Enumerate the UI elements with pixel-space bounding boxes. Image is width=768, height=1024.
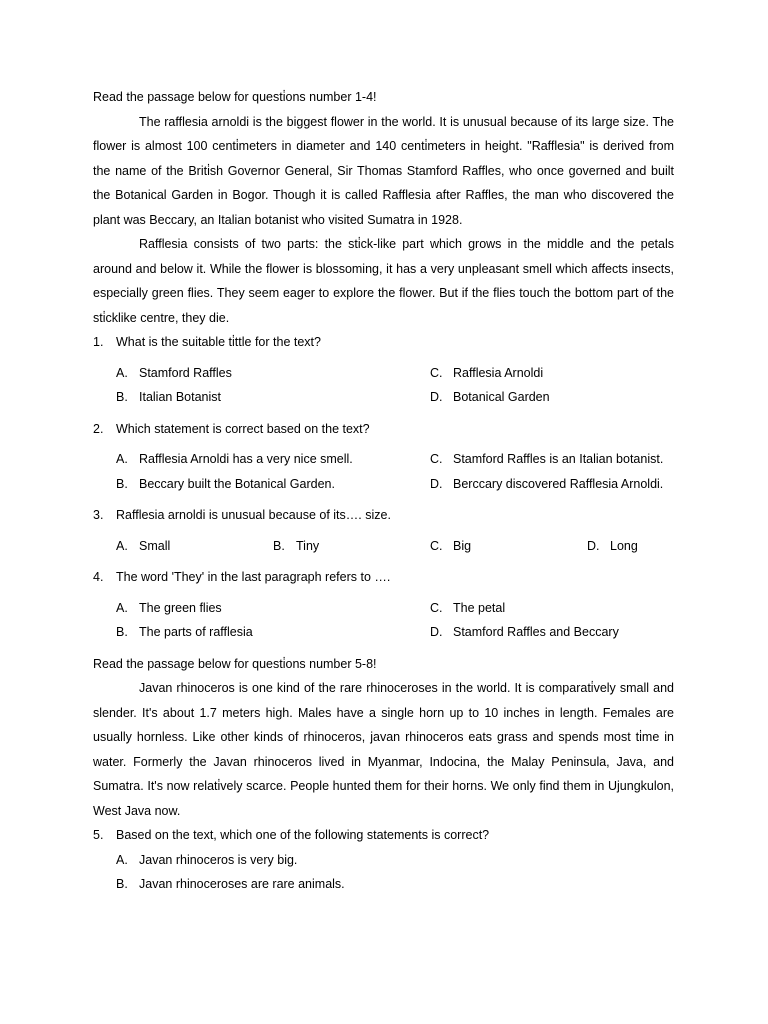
option xyxy=(116,620,430,645)
option xyxy=(116,361,430,386)
option xyxy=(430,472,663,497)
section-1-instruction: Read the passage below for questi̇ons number 1-4! xyxy=(93,90,377,104)
passage-2-paragraph: Javan rhinoceros is one kind of the rare rhinoceroses in the world. It is comparati̇vely small and slender. It's about 1.7 meters high. Males have a single horn up to 10 inches in length. Females are usually hornless. Like other kinds of rhinoceros, javan rhinoceros eats grass and spends most ti̇me in water. Formerly the Javan rhinoceros lived in Myanmar, Indocina, the Malay Peninsula, Java, and Sumatra. It's now relati̇vely scarce. People hunted them for their horns. We only find them in Ujungkulon, West Java now. xyxy=(93,681,674,818)
option xyxy=(587,534,638,559)
option-text: Italian Botanist xyxy=(139,390,221,404)
option-text: Rafflesia Arnoldi has a very nice smell. xyxy=(139,452,353,466)
option-letter: D. xyxy=(430,390,443,404)
option xyxy=(273,534,430,559)
option-text: Rafflesia Arnoldi xyxy=(453,365,544,380)
option-letter: C. xyxy=(430,452,443,466)
option-letter: A. xyxy=(116,365,128,380)
option-letter: B. xyxy=(116,390,128,404)
question-2 xyxy=(93,417,674,442)
option xyxy=(430,620,619,645)
passage-1-paragraph-2: Rafflesia consists of two parts: the sti̇ck-like part which grows in the middle and the petals around and below it. While the flower is blossoming, it has a very unpleasant smell which affects insects, especially green flies. They seem eager to explore the flower. But if the flies touch the bottom part of the sti̇cklike centre, they die. xyxy=(93,237,674,325)
question-text: Rafflesia arnoldi is unusual because of its…. size. xyxy=(116,508,391,522)
option xyxy=(116,385,430,410)
option-text: Beccary built the Botanical Garden. xyxy=(139,476,335,491)
option xyxy=(116,596,430,621)
question-text: Which statement is correct based on the text? xyxy=(116,421,370,436)
option-text: The petal xyxy=(453,600,506,615)
option xyxy=(116,447,430,472)
option-text: The green flies xyxy=(139,600,222,615)
option-text: Long xyxy=(610,538,638,553)
option-letter: B. xyxy=(273,538,285,553)
option-letter: A. xyxy=(116,452,128,466)
option xyxy=(430,361,543,386)
question-text: The word 'They' in the last paragraph refers to …. xyxy=(116,570,391,584)
section-2-instruction: Read the passage below for questi̇ons number 5-8! xyxy=(93,656,377,671)
question-number: 2. xyxy=(93,421,104,436)
question-number: 1. xyxy=(93,335,104,349)
option xyxy=(430,534,587,559)
option-text: Big xyxy=(453,538,472,553)
option-letter: D. xyxy=(430,625,443,639)
question-number: 5. xyxy=(93,828,104,842)
option-text: Botanical Garden xyxy=(453,390,550,404)
option xyxy=(116,872,674,897)
option xyxy=(430,385,550,410)
option-letter: A. xyxy=(116,600,128,615)
option-text: Tiny xyxy=(296,538,320,553)
option-letter: C. xyxy=(430,365,443,380)
option-text: Stamford Raffles is an Italian botanist. xyxy=(453,452,664,466)
option-letter: D. xyxy=(587,538,600,553)
question-number: 3. xyxy=(93,508,104,522)
question-number: 4. xyxy=(93,570,104,584)
question-1-options xyxy=(93,361,674,410)
option-letter: B. xyxy=(116,476,128,491)
option-letter: D. xyxy=(430,476,443,491)
question-text: What is the suitable ti̇ttle for the text? xyxy=(116,335,321,349)
option-text: Berccary discovered Rafflesia Arnoldi. xyxy=(453,476,664,491)
question-4 xyxy=(93,565,674,590)
option-text: The parts of rafflesia xyxy=(139,625,253,639)
question-1 xyxy=(93,330,674,355)
option xyxy=(116,848,674,873)
document-body xyxy=(93,85,674,897)
question-text: Based on the text, which one of the following statements is correct? xyxy=(116,828,490,842)
option-text: Javan rhinoceroses are rare animals. xyxy=(139,877,345,891)
question-4-options xyxy=(93,596,674,645)
option-text: Stamford Raffles xyxy=(139,365,232,380)
option xyxy=(116,534,273,559)
option xyxy=(430,447,663,472)
question-5 xyxy=(93,823,674,848)
question-3 xyxy=(93,503,674,528)
option-letter: B. xyxy=(116,877,128,891)
option xyxy=(116,472,430,497)
option-text: Javan rhinoceros is very big. xyxy=(139,852,298,867)
passage-1-paragraph-1: The rafflesia arnoldi is the biggest flower in the world. It is unusual because of its large size. The flower is almost 100 centi̇meters in diameter and 140 centi̇meters in height. "Rafflesia" is derived from the name of the Briti̇sh Governor General, Sir Thomas Stamford Raffles, who once governed and built the Botanical Garden in Bogor. Though it is called Rafflesia after Raffles, the man who discovered the plant was Beccary, an Italian botanist who visited Sumatra in 1928. xyxy=(93,114,674,227)
question-5-options xyxy=(93,848,674,897)
option-letter: C. xyxy=(430,538,443,553)
option-letter: A. xyxy=(116,852,128,867)
option-letter: A. xyxy=(116,538,128,553)
question-3-options xyxy=(93,534,674,559)
option-letter: C. xyxy=(430,600,443,615)
option xyxy=(430,596,505,621)
option-text: Small xyxy=(139,538,171,553)
question-2-options xyxy=(93,447,674,496)
option-letter: B. xyxy=(116,625,128,639)
option-text: Stamford Raffles and Beccary xyxy=(453,625,619,639)
